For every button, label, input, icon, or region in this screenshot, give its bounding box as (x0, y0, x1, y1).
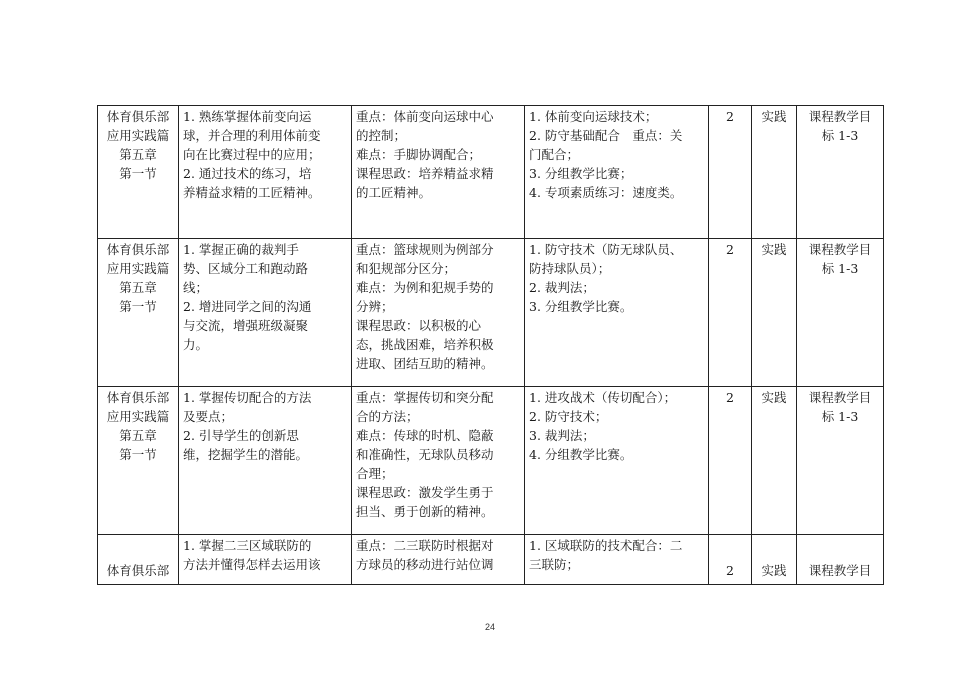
cell-line: 防持球队员）； (529, 261, 611, 276)
content-cell (525, 387, 709, 535)
hours-cell: 2 (709, 106, 752, 239)
cell-line: 向在比赛过程中的应用； (183, 147, 321, 162)
cell-line: 1. 防守技术（防无球队员、 (529, 242, 683, 257)
cell-line: 体育俱乐部 (106, 390, 170, 405)
cell-line: 第一节 (119, 299, 157, 314)
cell-line: 维，挖掘学生的潜能。 (183, 447, 309, 462)
table-row (98, 239, 884, 387)
cell-line: 1. 熟练掌握体前变向运 (183, 109, 312, 124)
type-cell: 实践 (752, 535, 797, 585)
page-number: 24 (484, 622, 495, 632)
cell-line: 第一节 (119, 166, 157, 181)
cell-line: 2. 防守技术； (529, 409, 608, 424)
cell-line: 课程思政：以积极的心 (356, 318, 482, 333)
type-cell: 实践 (752, 239, 797, 387)
cell-line: 态，挑战困难，培养积极 (356, 337, 494, 352)
key-points-cell (352, 239, 525, 387)
cell-line: 第五章 (119, 428, 157, 443)
cell-line: 课程教学目 (808, 242, 872, 257)
unit-cell (98, 387, 179, 535)
cell-line: 体育俱乐部 (106, 109, 170, 124)
cell-line: 难点：为例和犯规手势的 (356, 280, 494, 295)
table-row (98, 535, 884, 585)
cell-line: 第一节 (119, 447, 157, 462)
cell-line: 4. 专项素质练习：速度类。 (529, 185, 683, 200)
cell-line: 及要点； (183, 409, 234, 424)
content-cell (525, 106, 709, 239)
cell-line: 担当、勇于创新的精神。 (356, 504, 494, 519)
key-points-cell (352, 387, 525, 535)
cell-line: 和准确性，无球队员移动 (356, 447, 494, 462)
table-row (98, 387, 884, 535)
objectives-cell (179, 106, 352, 239)
cell-line: 1. 掌握正确的裁判手 (183, 242, 299, 257)
hours-cell: 2 (709, 387, 752, 535)
goal-cell (797, 239, 884, 387)
cell-line: 1. 区域联防的技术配合：二 (529, 538, 683, 553)
cell-line: 方球员的移动进行站位调 (356, 557, 494, 572)
goal-cell (797, 535, 884, 585)
cell-line: 1. 体前变向运球技术； (529, 109, 658, 124)
unit-cell (98, 535, 179, 585)
cell-line: 课程教学目 (808, 390, 872, 405)
cell-line: 3. 分组教学比赛； (529, 166, 633, 181)
hours-cell: 2 (709, 535, 752, 585)
table-row (98, 106, 884, 239)
type-cell: 实践 (752, 387, 797, 535)
type-cell: 实践 (752, 106, 797, 239)
cell-line: 4. 分组教学比赛。 (529, 447, 633, 462)
cell-line: 力。 (183, 337, 209, 352)
cell-line: 标 1-3 (821, 128, 859, 143)
cell-line: 方法并懂得怎样去运用该 (183, 557, 321, 572)
cell-line: 课程教学目 (808, 563, 872, 578)
cell-line: 的工匠精神。 (356, 185, 432, 200)
cell-line: 应用实践篇 (106, 261, 170, 276)
cell-line: 难点：手脚协调配合； (356, 147, 482, 162)
content-cell (525, 239, 709, 387)
cell-line: 三联防； (529, 557, 580, 572)
cell-line: 1. 掌握二三区域联防的 (183, 538, 312, 553)
objectives-cell (179, 535, 352, 585)
cell-line: 课程思政：激发学生勇于 (356, 485, 494, 500)
cell-line: 2. 引导学生的创新思 (183, 428, 299, 443)
cell-line: 应用实践篇 (106, 409, 170, 424)
hours-cell: 2 (709, 239, 752, 387)
key-points-cell (352, 106, 525, 239)
cell-line: 体育俱乐部 (106, 242, 170, 257)
cell-line: 重点：掌握传切和突分配 (356, 390, 494, 405)
goal-cell (797, 106, 884, 239)
cell-line: 合理； (356, 466, 394, 481)
cell-line: 的控制； (356, 128, 407, 143)
cell-line: 重点：二三联防时根据对 (356, 538, 494, 553)
course-schedule-table (97, 105, 884, 585)
cell-line: 3. 裁判法； (529, 428, 595, 443)
cell-line: 应用实践篇 (106, 128, 170, 143)
cell-line: 进取、团结互助的精神。 (356, 356, 494, 371)
cell-line: 2. 增进同学之间的沟通 (183, 299, 312, 314)
unit-cell (98, 106, 179, 239)
cell-line: 线； (183, 280, 209, 295)
cell-line: 体育俱乐部 (106, 563, 170, 578)
cell-line: 标 1-3 (821, 409, 859, 424)
cell-line: 课程教学目 (808, 109, 872, 124)
cell-line: 门配合； (529, 147, 580, 162)
cell-line: 1. 进攻战术（传切配合）； (529, 390, 677, 405)
cell-line: 难点：传球的时机、隐蔽 (356, 428, 494, 443)
objectives-cell (179, 239, 352, 387)
cell-line: 2. 裁判法； (529, 280, 595, 295)
cell-line: 2. 防守基础配合 重点：关 (529, 128, 683, 143)
cell-line: 3. 分组教学比赛。 (529, 299, 633, 314)
cell-line: 势、区域分工和跑动路 (183, 261, 309, 276)
cell-line: 与交流，增强班级凝聚 (183, 318, 309, 333)
cell-line: 分辨； (356, 299, 394, 314)
cell-line: 重点：体前变向运球中心 (356, 109, 494, 124)
unit-cell (98, 239, 179, 387)
cell-line: 2. 通过技术的练习，培 (183, 166, 312, 181)
key-points-cell (352, 535, 525, 585)
content-cell (525, 535, 709, 585)
cell-line: 标 1-3 (821, 261, 859, 276)
cell-line: 养精益求精的工匠精神。 (183, 185, 321, 200)
cell-line: 1. 掌握传切配合的方法 (183, 390, 312, 405)
cell-line: 重点：篮球规则为例部分 (356, 242, 494, 257)
cell-line: 和犯规部分区分； (356, 261, 457, 276)
cell-line: 课程思政：培养精益求精 (356, 166, 494, 181)
objectives-cell (179, 387, 352, 535)
cell-line: 球，并合理的利用体前变 (183, 128, 321, 143)
cell-line: 第五章 (119, 147, 157, 162)
cell-line: 第五章 (119, 280, 157, 295)
goal-cell (797, 387, 884, 535)
cell-line: 合的方法； (356, 409, 419, 424)
